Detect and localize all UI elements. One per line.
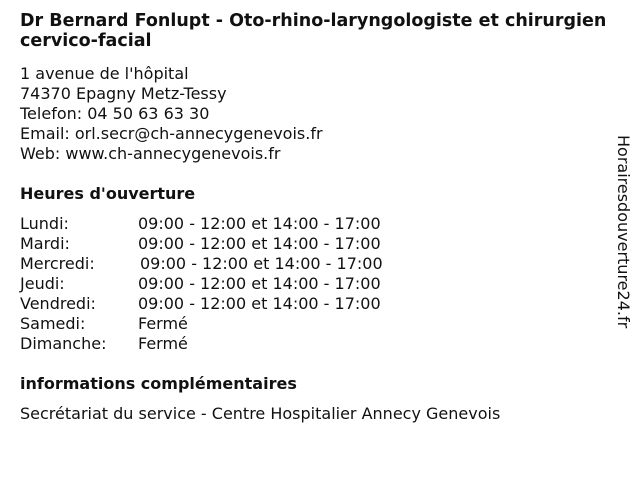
- email-address: Email: orl.secr@ch-annecygenevois.fr: [20, 124, 323, 143]
- phone-number: Telefon: 04 50 63 63 30: [20, 104, 210, 123]
- opening-hours-heading: Heures d'ouverture: [20, 184, 196, 203]
- day-label: Vendredi:: [20, 294, 96, 313]
- site-watermark: Horairesdouverture24.fr: [614, 135, 633, 329]
- city-address: 74370 Epagny Metz-Tessy: [20, 84, 227, 103]
- address-block: [20, 64, 323, 164]
- day-label: Jeudi:: [20, 274, 65, 293]
- time-value: 09:00 - 12:00 et 14:00 - 17:00: [138, 214, 381, 233]
- day-label: Lundi:: [20, 214, 69, 233]
- day-label: Mercredi:: [20, 254, 95, 273]
- time-value: Fermé: [138, 314, 188, 333]
- additional-info-text: Secrétariat du service - Centre Hospitalier Annecy Genevois: [20, 404, 501, 423]
- time-value: 09:00 - 12:00 et 14:00 - 17:00: [140, 254, 383, 273]
- day-label: Dimanche:: [20, 334, 107, 353]
- time-value: 09:00 - 12:00 et 14:00 - 17:00: [138, 274, 381, 293]
- day-label: Mardi:: [20, 234, 70, 253]
- time-value: Fermé: [138, 334, 188, 353]
- time-value: 09:00 - 12:00 et 14:00 - 17:00: [138, 234, 381, 253]
- additional-info-heading: informations complémentaires: [20, 374, 297, 393]
- time-value: 09:00 - 12:00 et 14:00 - 17:00: [138, 294, 381, 313]
- day-label: Samedi:: [20, 314, 86, 333]
- page-title: Dr Bernard Fonlupt - Oto-rhino-laryngologiste et chirurgien cervico-facial: [20, 11, 607, 51]
- website-address: Web: www.ch-annecygenevois.fr: [20, 144, 281, 163]
- street-address: 1 avenue de l'hôpital: [20, 64, 189, 83]
